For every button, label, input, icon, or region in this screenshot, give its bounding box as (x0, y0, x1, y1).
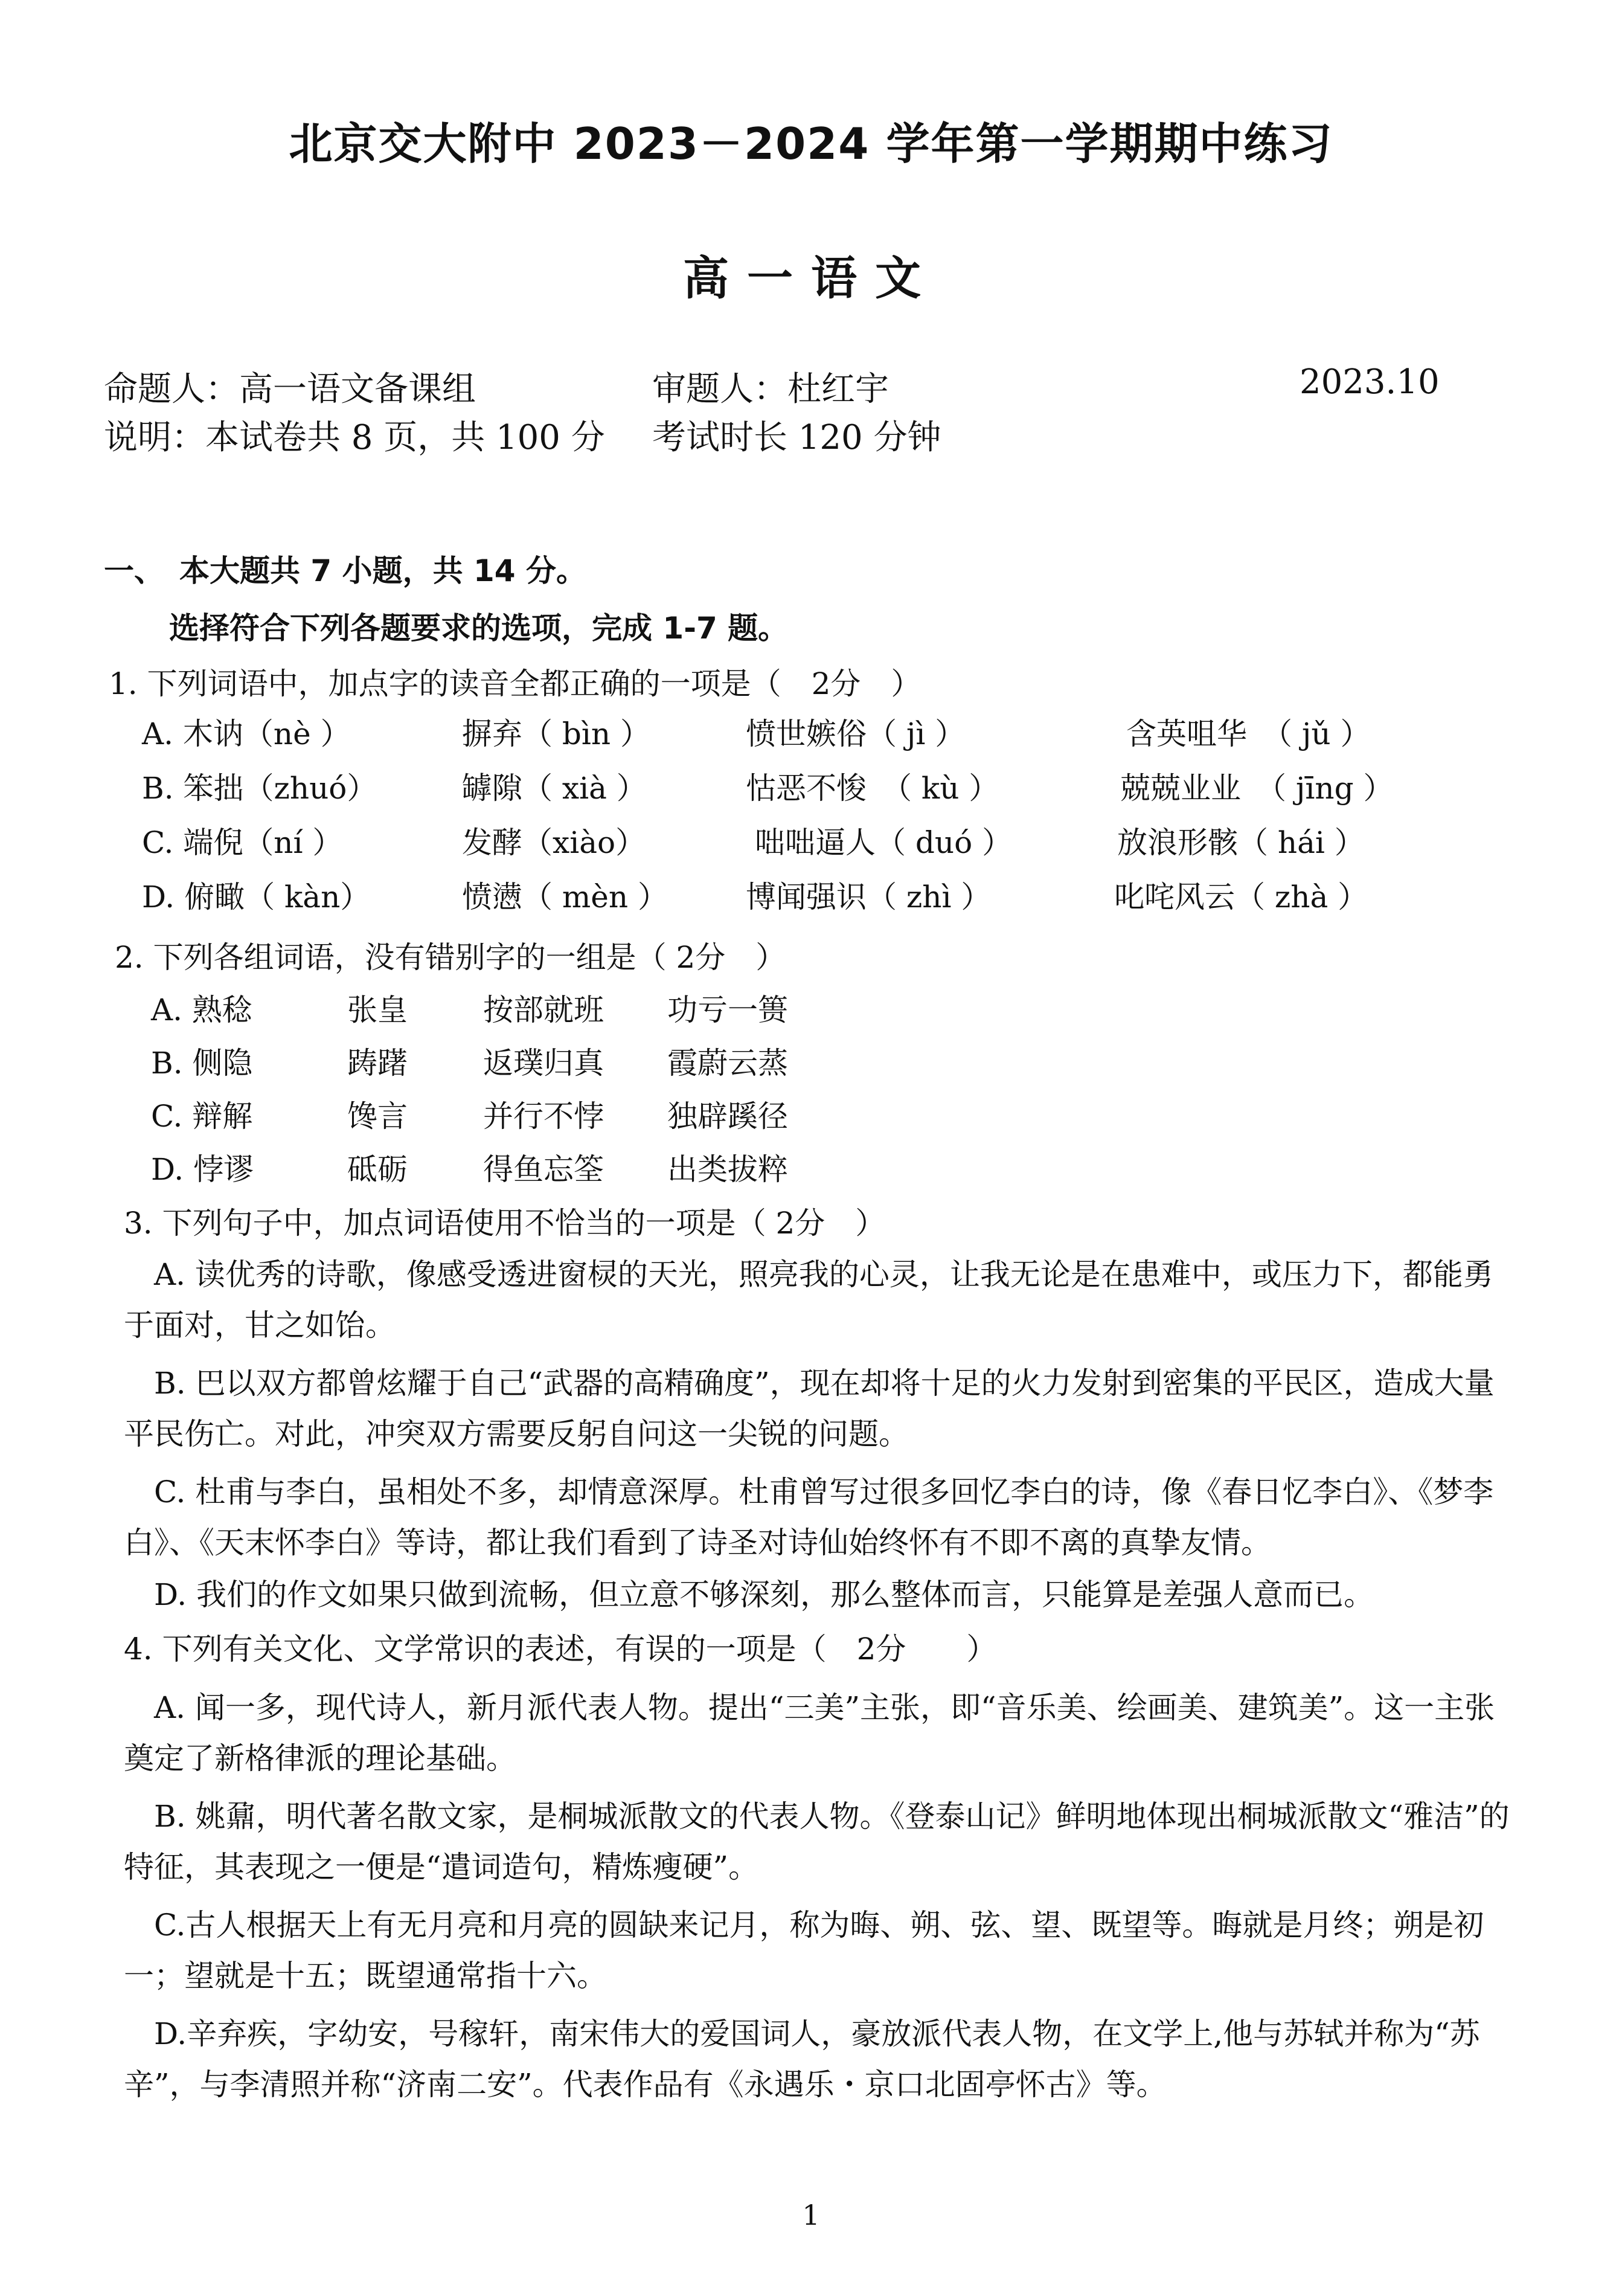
q2-option: 踌躇 (347, 1046, 408, 1081)
q2-option: A. 熟稔 (151, 992, 252, 1027)
q2-option: C. 辩解 (151, 1099, 253, 1134)
q3-option-a (124, 1249, 1513, 1351)
q2-option: 出类拔粹 (667, 1152, 788, 1187)
q4-option-b (124, 1791, 1513, 1892)
q2-option: 并行不悖 (483, 1099, 604, 1134)
q4-option-c-text: C.古人根据天上有无月亮和月亮的圆缺来记月，称为晦、朔、弦、望、既望等。晦就是月终；朔是初一；望就是十五；既望通常指十六。 (124, 1908, 1484, 1993)
question-3-stem: 3. 下列句子中，加点词语使用不恰当的一项是（ 2分 ） (124, 1206, 886, 1241)
question-2-stem: 2. 下列各组词语，没有错别字的一组是（ 2分 ） (115, 940, 786, 975)
q3-option-c (124, 1467, 1513, 1568)
q4-option-a (124, 1682, 1513, 1784)
q2-option: 砥砺 (347, 1152, 408, 1187)
q1-option: 博闻强识（ zhì ） (746, 879, 992, 915)
q2-option: 按部就班 (483, 992, 604, 1027)
q2-option: 张皇 (347, 992, 408, 1027)
q2-option: 独辟蹊径 (667, 1099, 788, 1134)
q1-option: B. 笨拙（zhuó） (142, 771, 377, 806)
q1-option: 咄咄逼人（ duó ） (755, 825, 1013, 860)
q3-option-b (124, 1358, 1513, 1459)
q1-option: 放浪形骸（ hái ） (1117, 825, 1365, 860)
exam-notes: 说明：本试卷共 8 页，共 100 分 (104, 418, 605, 457)
q4-option-c (124, 1900, 1513, 2001)
exam-date: 2023.10 (1300, 362, 1440, 402)
q4-option-d (124, 2008, 1513, 2110)
exam-duration: 考试时长 120 分钟 (652, 418, 941, 457)
page-number: 1 (802, 2199, 820, 2231)
q1-option: C. 端倪（ní ） (142, 825, 343, 860)
q2-option: 得鱼忘筌 (483, 1152, 604, 1187)
section-heading: 一、 本大题共 7 小题，共 14 分。 (104, 553, 586, 588)
question-4-stem: 4. 下列有关文化、文学常识的表述，有误的一项是（ 2分 ） (124, 1632, 997, 1667)
q1-option: 罅隙（ xià ） (462, 771, 647, 806)
q4-option-b-text: B. 姚鼐，明代著名散文家，是桐城派散文的代表人物。《登泰山记》鲜明地体现出桐城派散文“雅洁”的特征，其表现之一便是“遣词造句，精炼瘦硬”。 (124, 1799, 1510, 1885)
q2-option: 返璞归真 (483, 1046, 604, 1081)
q2-option: B. 侧隐 (151, 1046, 253, 1081)
q3-option-d (124, 1569, 1513, 1620)
q1-option: 叱咤风云（ zhà ） (1114, 879, 1368, 915)
exam-title: 北京交大附中 2023－2024 学年第一学期期中练习 (289, 118, 1333, 169)
q1-option: 愤懑（ mèn ） (462, 879, 668, 915)
q1-option: 含英咀华 （ jǔ ） (1126, 716, 1371, 751)
setter: 命题人：高一语文备课组 (104, 370, 476, 409)
q1-option: A. 木讷（nè ） (142, 716, 351, 751)
q2-option: 霞蔚云蒸 (667, 1046, 788, 1081)
q1-option: D. 俯瞰（ kàn） (142, 879, 371, 915)
exam-subtitle: 高一语文 (683, 251, 939, 305)
q4-option-d-text: D.辛弃疾，字幼安，号稼轩，南宋伟大的爱国词人，豪放派代表人物，在文学上,他与苏轼并称为“苏辛”，与李清照并称“济南二安”。代表作品有《永遇乐・京口北固亭怀古》等。 (124, 2016, 1480, 2102)
q1-option: 愤世嫉俗（ jì ） (746, 716, 966, 751)
q3-option-a-text: A. 读优秀的诗歌，像感受透进窗棂的天光，照亮我的心灵，让我无论是在患难中，或压力下，都能勇于面对，甘之如饴。 (124, 1257, 1493, 1343)
q1-option: 怙恶不悛 （ kù ） (746, 771, 999, 806)
q4-option-a-text: A. 闻一多，现代诗人，新月派代表人物。提出“三美”主张，即“音乐美、绘画美、建筑美”。这一主张奠定了新格律派的理论基础。 (124, 1690, 1495, 1776)
q3-option-d-text: D. 我们的作文如果只做到流畅，但立意不够深刻，那么整体而言，只能算是差强人意而已。 (154, 1577, 1374, 1612)
q2-option: D. 悖谬 (151, 1152, 254, 1187)
q2-option: 馋言 (347, 1099, 408, 1134)
q2-option: 功亏一篑 (667, 992, 788, 1027)
q3-option-b-text: B. 巴以双方都曾炫耀于自己“武器的高精确度”，现在却将十足的火力发射到密集的平民区，造成大量平民伤亡。对此，冲突双方需要反躬自问这一尖锐的问题。 (124, 1366, 1495, 1452)
question-1-stem: 1. 下列词语中，加点字的读音全都正确的一项是（ 2分 ） (109, 666, 922, 701)
q1-option: 兢兢业业 （ jīng ） (1120, 771, 1394, 806)
reviewer: 审题人：杜红宇 (652, 370, 889, 409)
q1-option: 发酵（xiào） (462, 825, 646, 860)
section-instruction: 选择符合下列各题要求的选项，完成 1-7 题。 (169, 611, 789, 646)
q1-option: 摒弃（ bìn ） (462, 716, 650, 751)
q3-option-c-text: C. 杜甫与李白，虽相处不多，却情意深厚。杜甫曾写过很多回忆李白的诗，像《春日忆李白》、《梦李白》、《天末怀李白》等诗，都让我们看到了诗圣对诗仙始终怀有不即不离的真挚友情。 (124, 1474, 1494, 1560)
